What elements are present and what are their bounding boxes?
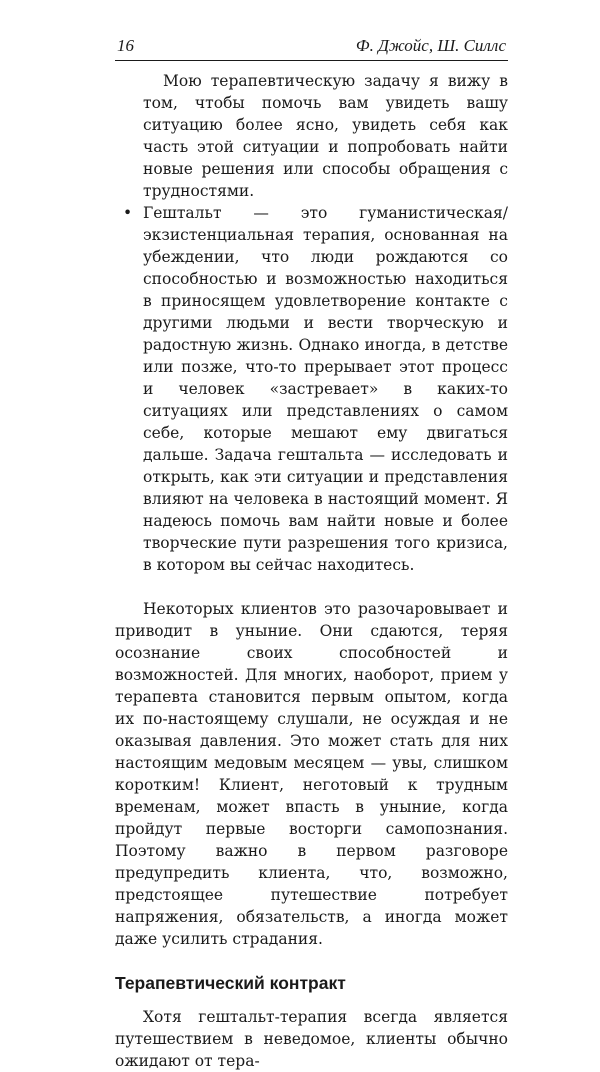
- section-paragraph: Хотя гештальт-терапия всегда является путешествием в неведомое, клиенты обычно ожидают от тера-: [115, 1008, 508, 1070]
- body-paragraph: Некоторых клиентов это разочаровывает и приводит в уныние. Они сдаются, теряя осознание своих способностей и возможностей. Для многих, наоборот, прием у терапевта становится первым опытом, когда их по-настоящему слушали, не осуждая и не оказывая давления. Это может стать для них настоящим медовым месяцем — увы, слишком коротким! Клиент, неготовый к трудным временам, может впасть в уныние, когда пройдут первые восторги самопознания. Поэтому важно в первом разговоре предупредить клиента, что, возможно, предстоящее путешествие потребует напряжения, обязательств, а иногда может даже усилить страдания.: [115, 600, 508, 948]
- continued-paragraph: Мою терапевтическую задачу я вижу в том, чтобы помочь вам увидеть вашу ситуацию более ясно, увидеть себя как часть этой ситуации и попробовать найти новые решения или способы обращения с трудностями.: [143, 72, 508, 200]
- paragraph-spacer: [115, 576, 508, 598]
- section-heading: Терапевтический контракт: [115, 973, 346, 993]
- book-authors: Ф. Джойс, Ш. Силлс: [355, 36, 506, 55]
- bullet-item: [115, 202, 508, 576]
- running-head: [115, 34, 508, 61]
- bullet-paragraph: Гештальт — это гуманистическая/экзистенциальная терапия, основанная на убеждении, что люди рождаются со способностью и возможностью находиться в приносящем удовлетворение контакте с другими людьми и вести творческую и радостную жизнь. Однако иногда, в детстве или позже, что-то прерывает этот процесс и человек «застревает» в каких-то ситуациях или представлениях о самом себе, которые мешают ему двигаться дальше. Задача гештальта — исследовать и открыть, как эти ситуации и представления влияют на человека в настоящий момент. Я надеюсь помочь вам найти новые и более творческие пути разрешения того кризиса, в котором вы сейчас находитесь.: [143, 204, 508, 574]
- text-block: [115, 70, 508, 1072]
- bullet-marker: •: [123, 204, 133, 222]
- page-number: 16: [117, 36, 134, 55]
